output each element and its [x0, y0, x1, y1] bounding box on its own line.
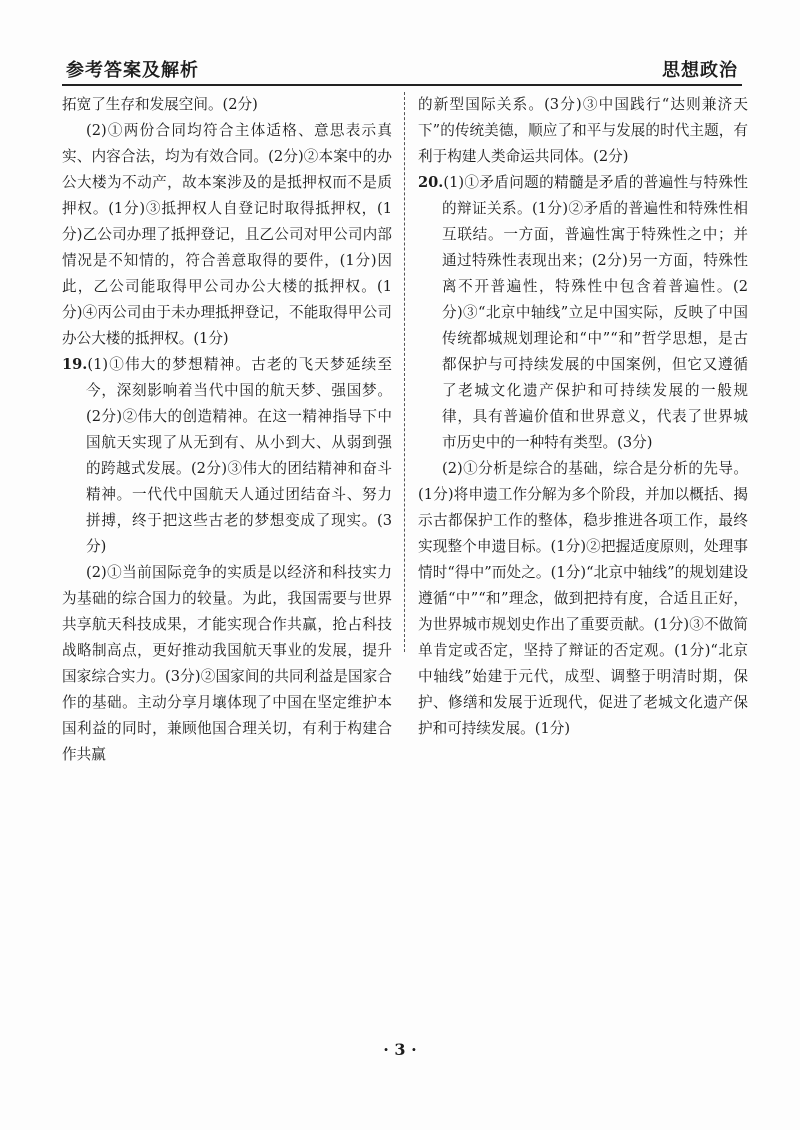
left-column: [62, 92, 392, 768]
column-divider: [404, 92, 405, 652]
question-number: 20.: [418, 174, 444, 191]
right-column: [418, 92, 748, 742]
question-20-part-2: (2)①分析是综合的基础，综合是分析的先导。(1分)将申遗工作分解为多个阶段，并加以概括、揭示古都保护工作的整体，稳步推进各项工作，最终实现整个申遗目标。(1分)②把握适度原则，处理事情时“得中”而处之。(1分)“北京中轴线”的规划建设遵循“中”“和”理念，做到把持有度，合适且正好，为世界城市规划史作出了重要贡献。(1分)③不做简单肯定或否定，坚持了辩证的否定观。(1分)“北京中轴线”始建于元代，成型、调整于明清时期，保护、修缮和发展于近现代，促进了老城文化遗产保护和可持续发展。(1分): [418, 460, 748, 737]
header-title-left: 参考答案及解析: [66, 60, 199, 81]
page-header: [62, 50, 742, 86]
answer-paragraph: (2)①两份合同均符合主体适格、意思表示真实、内容合法，均为有效合同。(2分)②本案中的办公大楼为不动产，故本案涉及的是抵押权而不是质押权。(1分)③抵押权人自登记时取得抵押权，(1分)乙公司办理了抵押登记，且乙公司对甲公司内部情况是不知情的，符合善意取得的要件，(1分)因此，乙公司能取得甲公司办公大楼的抵押权。(1分)④丙公司由于未办理抵押登记，不能取得甲公司办公大楼的抵押权。(1分): [62, 122, 392, 347]
question-number: 19.: [62, 356, 88, 373]
answer-text: (1)①伟大的梦想精神。古老的飞天梦延续至今，深刻影响着当代中国的航天梦、强国梦。(2分)②伟大的创造精神。在这一精神指导下中国航天实现了从无到有、从小到大、从弱到强的跨越式发展。(2分)③伟大的团结精神和奋斗精神。一代代中国航天人通过团结奋斗、努力拼搏，终于把这些古老的梦想变成了现实。(3分): [86, 356, 392, 555]
answer-paragraph: 拓宽了生存和发展空间。(2分): [62, 96, 258, 113]
question-19-part-1: [62, 352, 392, 560]
question-20-part-1: [418, 170, 748, 456]
answer-text: (1)①矛盾问题的精髓是矛盾的普遍性与特殊性的辩证关系。(1分)②矛盾的普遍性和特殊性相互联结。一方面，普遍性寓于特殊性之中；并通过特殊性表现出来；(2分)另一方面，特殊性离不开普遍性，特殊性中包含着普遍性。(2分)③“北京中轴线”立足中国实际，反映了中国传统都城规划理论和“中”“和”哲学思想，是古都保护与可持续发展的中国案例，但它又遵循了老城文化遗产保护和可持续发展的一般规律，具有普遍价值和世界意义，代表了世界城市历史中的一种特有类型。(3分): [442, 174, 748, 451]
page-number: · 3 ·: [383, 1040, 417, 1059]
header-subject: 思想政治: [662, 60, 738, 81]
answer-paragraph: 的新型国际关系。(3分)③中国践行“达则兼济天下”的传统美德，顺应了和平与发展的时代主题，有利于构建人类命运共同体。(2分): [418, 96, 748, 165]
question-19-part-2: (2)①当前国际竞争的实质是以经济和科技实力为基础的综合国力的较量。为此，我国需要与世界共享航天科技成果，才能实现合作共赢，抢占科技战略制高点，更好推动我国航天事业的发展，提升国家综合实力。(3分)②国家间的共同利益是国家合作的基础。主动分享月壤体现了中国在坚定维护本国利益的同时，兼顾他国合理关切，有利于构建合作共赢: [62, 564, 392, 763]
